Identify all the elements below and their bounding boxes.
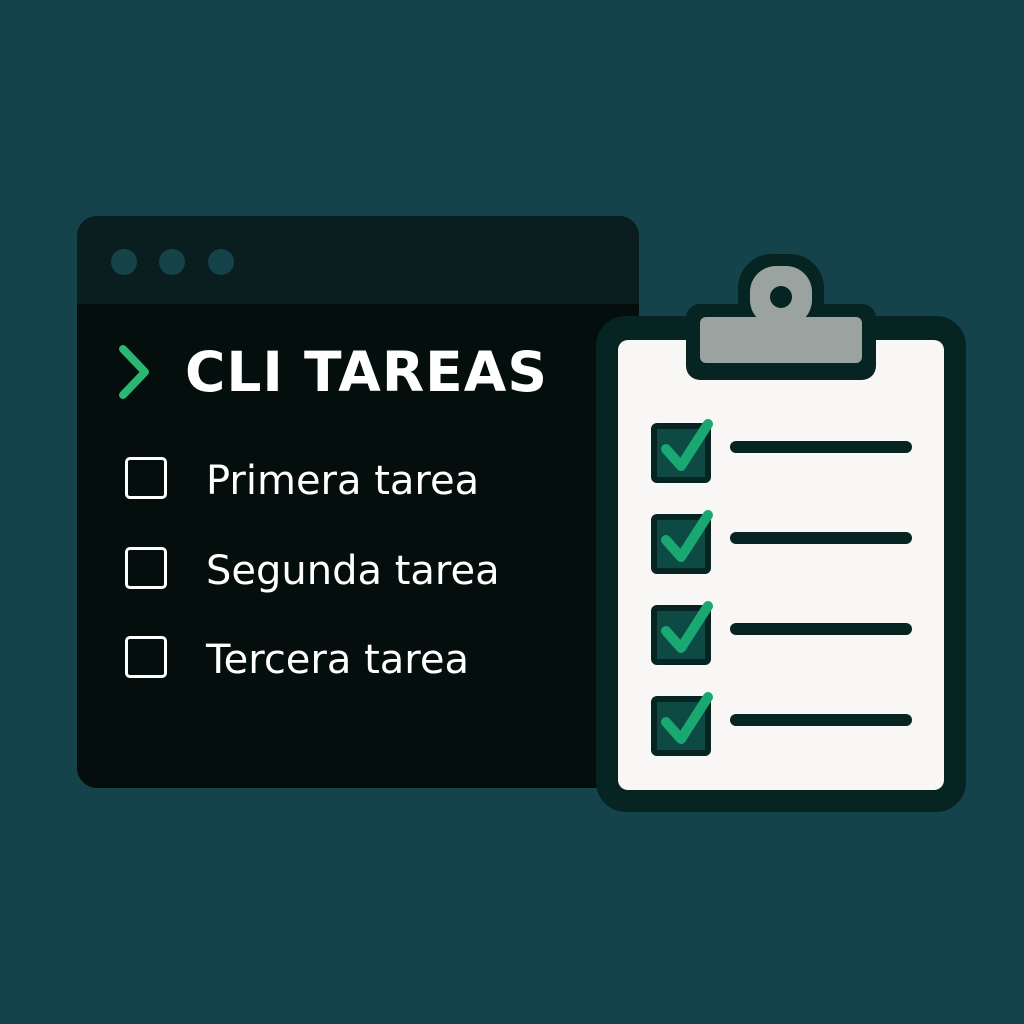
window-dot-1[interactable] [111, 249, 137, 275]
clip-base [700, 317, 862, 363]
terminal-window [77, 216, 639, 788]
task-label: Primera tarea [206, 458, 480, 504]
task-checkbox[interactable] [125, 547, 167, 589]
task-checkbox[interactable] [125, 457, 167, 499]
terminal-titlebar [77, 216, 639, 304]
clip-hole [770, 286, 792, 308]
chevron-right-icon [115, 341, 155, 403]
task-checkbox[interactable] [125, 636, 167, 678]
window-dot-3[interactable] [208, 249, 234, 275]
app-title: CLI TAREAS [185, 340, 548, 404]
window-dot-2[interactable] [159, 249, 185, 275]
task-label: Tercera tarea [206, 637, 469, 683]
task-label: Segunda tarea [206, 548, 500, 594]
clipboard-icon [592, 254, 970, 816]
